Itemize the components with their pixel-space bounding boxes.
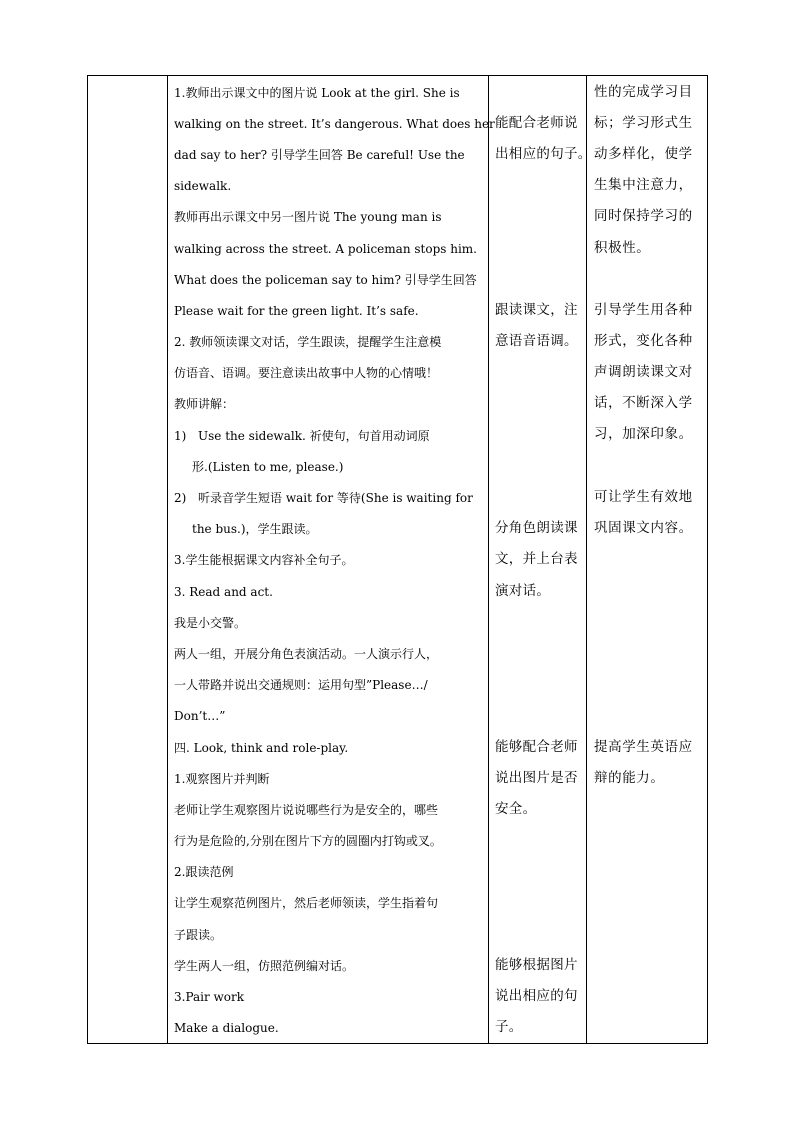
student-line: 演对话。	[495, 583, 551, 599]
process-line: 听录音学生短语 wait for 等待(She is waiting for	[198, 491, 473, 505]
purpose-line: 习，加深印象。	[594, 426, 693, 442]
process-line: 四. Look, think and role-play.	[174, 741, 349, 755]
teaching-process-cell	[168, 76, 495, 1044]
lesson-plan-table	[87, 75, 708, 1044]
purpose-line: 同时保持学习的	[594, 208, 693, 224]
student-line: 分角色朗读课	[495, 520, 578, 536]
process-line: 学生两人一组，仿照范例编对话。	[174, 959, 355, 973]
purpose-line: 标；学习形式生	[594, 115, 693, 131]
student-line: 说出图片是否	[495, 770, 578, 786]
process-line: dad say to her? 引导学生回答 Be careful! Use the	[174, 148, 465, 162]
process-line: 3. Read and act.	[174, 585, 273, 599]
process-line: 子跟读。	[174, 928, 223, 942]
process-line: 2.跟读范例	[174, 865, 234, 879]
purpose-line: 声调朗读课文对	[594, 364, 693, 380]
process-line: 教师再出示课文中另一图片说 The young man is	[174, 210, 442, 224]
process-line: 仿语音、语调。要注意读出故事中人物的心情哦！	[174, 366, 439, 380]
purpose-line: 话，不断深入学	[594, 395, 693, 411]
process-line: Please wait for the green light. It’s safe.	[174, 304, 419, 318]
purpose-line: 引导学生用各种	[594, 302, 693, 318]
purpose-line: 动多样化，使学	[594, 146, 693, 162]
process-line: the bus.)，学生跟读。	[192, 522, 318, 536]
process-line: 行为是危险的,分别在图片下方的圆圈内打钩或叉。	[174, 834, 442, 848]
student-line: 意语音语调。	[495, 333, 578, 349]
process-line: 3.学生能根据课文内容补全句子。	[174, 553, 354, 567]
process-line: 老师让学生观察图片说说哪些行为是安全的，哪些	[174, 803, 439, 817]
process-line: 我是小交警。	[174, 616, 247, 630]
purpose-line: 巩固课文内容。	[594, 520, 693, 536]
purpose-line: 积极性。	[594, 240, 651, 256]
table-row	[88, 76, 708, 1044]
purpose-line: 提高学生英语应	[594, 739, 693, 755]
student-line: 文，并上台表	[495, 551, 578, 567]
process-line: 2. 教师领读课文对话，学生跟读，提醒学生注意模	[174, 335, 442, 349]
student-activity-cell	[489, 76, 592, 1044]
process-line: What does the policeman say to him? 引导学生回答	[174, 273, 477, 287]
process-line: 教师讲解：	[174, 397, 235, 411]
process-line: Don’t…”	[174, 709, 226, 723]
process-line: walking on the street. It’s dangerous. What does her	[174, 117, 495, 131]
process-line: 3.Pair work	[174, 990, 245, 1004]
list-marker: 2)	[174, 491, 187, 505]
process-line: Make a dialogue.	[174, 1021, 279, 1035]
design-purpose-cell	[587, 76, 708, 1044]
purpose-line: 性的完成学习目	[594, 84, 693, 100]
process-line: 形.(Listen to me, please.)	[192, 460, 344, 474]
purpose-line: 可让学生有效地	[594, 489, 693, 505]
process-line: 1.教师出示课文中的图片说 Look at the girl. She is	[174, 86, 460, 100]
student-line: 出相应的句子。	[495, 146, 592, 162]
student-line: 能配合老师说	[495, 115, 578, 131]
process-line: 让学生观察范例图片，然后老师领读，学生指着句	[174, 896, 439, 910]
process-line: walking across the street. A policeman stops him.	[174, 242, 477, 256]
stage-cell	[88, 76, 168, 1044]
student-line: 能够根据图片	[495, 957, 578, 973]
purpose-line: 形式，变化各种	[594, 333, 693, 349]
process-line: 一人带路并说出交通规则：运用句型”Please…/	[174, 678, 428, 692]
student-line: 安全。	[495, 801, 537, 817]
purpose-line: 生集中注意力，	[594, 177, 693, 193]
purpose-line: 辩的能力。	[594, 770, 665, 786]
process-line: Use the sidewalk. 祈使句，句首用动词原	[198, 429, 430, 443]
process-line: 两人一组，开展分角色表演活动。一人演示行人，	[174, 647, 439, 661]
process-line: 1.观察图片并判断	[174, 772, 270, 786]
student-line: 说出相应的句	[495, 988, 578, 1004]
student-line: 能够配合老师	[495, 739, 578, 755]
student-line: 子。	[495, 1019, 523, 1035]
process-line: sidewalk.	[174, 179, 232, 193]
list-marker: 1)	[174, 429, 187, 443]
student-line: 跟读课文，注	[495, 302, 578, 318]
